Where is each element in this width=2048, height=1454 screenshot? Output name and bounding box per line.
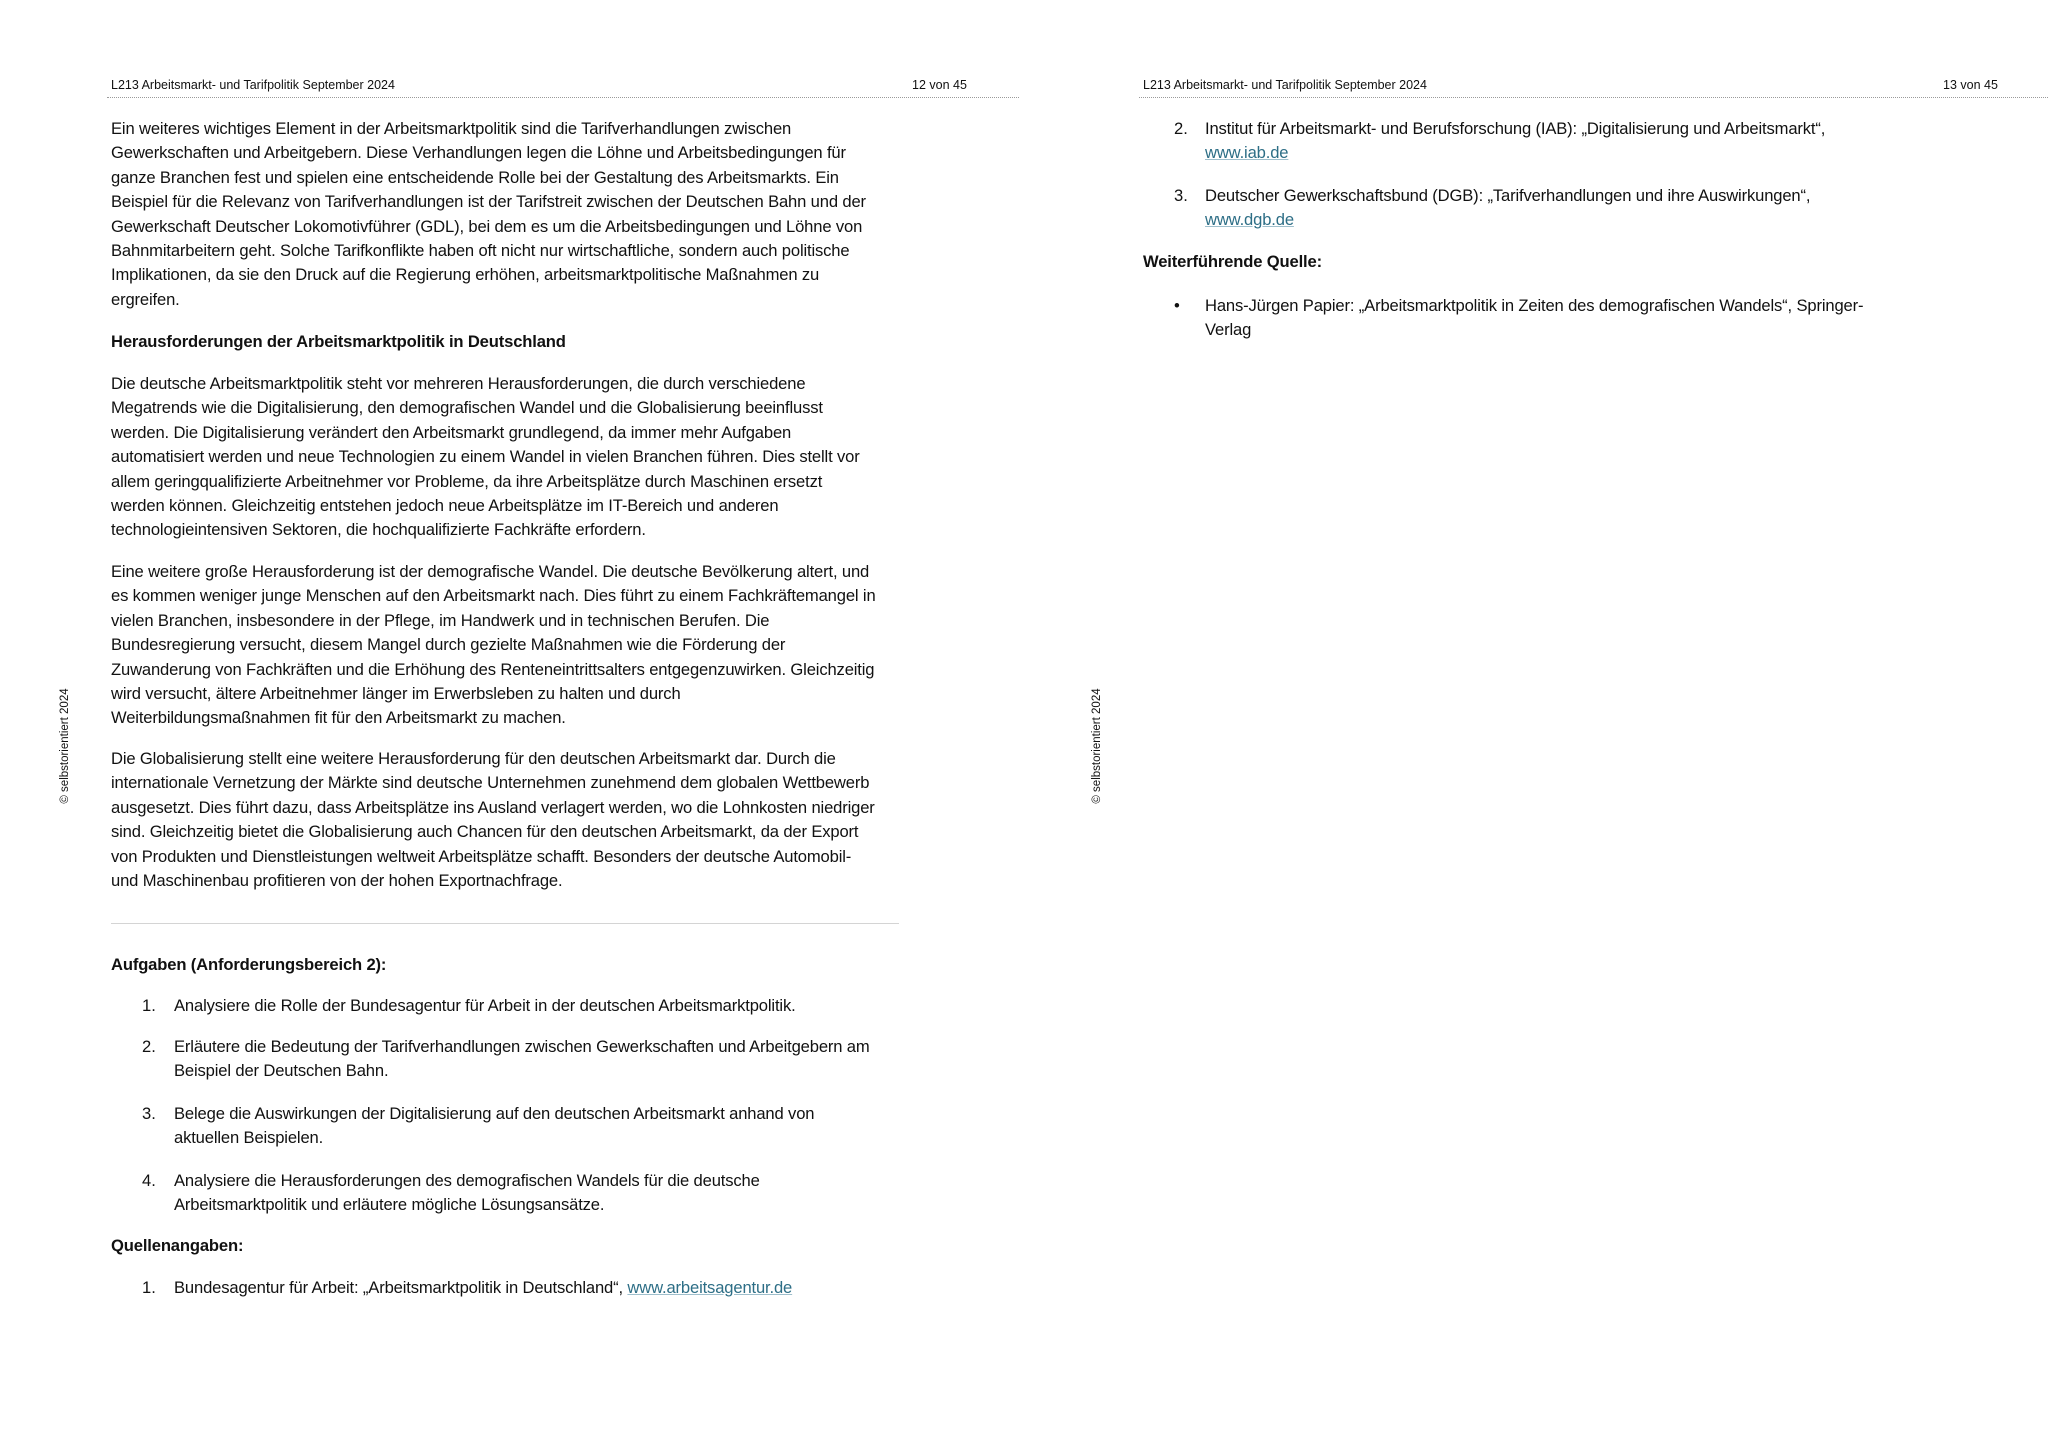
side-copyright: © selbstorientiert 2024 [1091, 688, 1103, 804]
text-line: ergreifen. [111, 289, 180, 309]
text-line: Bundesregierung versucht, diesem Mangel durch gezielte Maßnahmen wie die Förderung der [111, 635, 786, 655]
source-link[interactable]: www.arbeitsagentur.de [627, 1278, 793, 1297]
source-line [174, 1276, 792, 1300]
page-number: 12 von 45 [912, 78, 967, 92]
side-copyright: © selbstorientiert 2024 [59, 688, 71, 804]
text-line: internationale Vernetzung der Märkte sind deutsche Unternehmen zunehmend dem globalen Wettbewerb [111, 773, 870, 793]
source-text: Bundesagentur für Arbeit: „Arbeitsmarktpolitik in Deutschland“, [174, 1278, 628, 1297]
header-title: L213 Arbeitsmarkt- und Tarifpolitik September 2024 [1143, 78, 1427, 92]
task-text: Belege die Auswirkungen der Digitalisierung auf den deutschen Arbeitsmarkt anhand von [174, 1104, 815, 1123]
source-number: 2. [1174, 119, 1188, 138]
source-link[interactable]: www.iab.de [1205, 143, 1289, 163]
side-copyright-wrap [1022, 688, 1172, 804]
paragraph-tarifverhandlungen [111, 117, 866, 312]
text-line: vielen Branchen, insbesondere in der Pflege, im Handwerk und in technischen Berufen. Die [111, 610, 770, 630]
text-line: Gewerkschaft Deutscher Lokomotivführer (GDL), bei dem es um die Arbeitsbedingungen und Löhne von [111, 216, 863, 236]
page-number: 13 von 45 [1943, 78, 1998, 92]
further-source-text: Hans-Jürgen Papier: „Arbeitsmarktpolitik in Zeiten des demografischen Wandels“, Springer- [1205, 296, 1864, 315]
text-line: Ein weiteres wichtiges Element in der Arbeitsmarktpolitik sind die Tarifverhandlungen zwischen [111, 119, 792, 138]
header-title: L213 Arbeitsmarkt- und Tarifpolitik September 2024 [111, 78, 395, 92]
task-text: Analysiere die Herausforderungen des demografischen Wandels für die deutsche [174, 1171, 760, 1190]
text-line: technologieintensiven Sektoren, die hochqualifizierte Fachkräfte erfordern. [111, 520, 646, 540]
text-line: von Produkten und Dienstleistungen weltweit Arbeitsplätze schafft. Besonders der deutsche Automobil- [111, 846, 852, 866]
text-line: Weiterbildungsmaßnahmen fit für den Arbeitsmarkt zu machen. [111, 708, 566, 728]
source-text: Deutscher Gewerkschaftsbund (DGB): „Tarifverhandlungen und ihre Auswirkungen“, [1205, 186, 1811, 205]
task-text: Beispiel der Deutschen Bahn. [174, 1061, 389, 1081]
text-line: werden können. Gleichzeitig entstehen jedoch neue Arbeitsplätze im IT-Bereich und anderen [111, 496, 779, 516]
text-line: ausgesetzt. Dies führt dazu, dass Arbeitsplätze ins Ausland verlagert werden, wo die Lohnkosten niedriger [111, 797, 875, 817]
text-line: Beispiel für die Relevanz von Tarifverhandlungen ist der Tarifstreit zwischen der Deutschen Bahn und der [111, 192, 866, 212]
text-line: Implikationen, da sie den Druck auf die Regierung erhöhen, arbeitsmarktpolitische Maßnahmen zu [111, 265, 820, 285]
task-text: aktuellen Beispielen. [174, 1128, 324, 1148]
text-line: automatisiert werden und neue Technologien zu einem Wandel in vielen Branchen führen. Dies stellt vor [111, 447, 860, 467]
paragraph-demografie [111, 560, 876, 731]
text-line: Die deutsche Arbeitsmarktpolitik steht vor mehreren Herausforderungen, die durch verschiedene [111, 374, 806, 393]
text-line: ganze Branchen fest und spielen eine entscheidende Rolle bei der Gestaltung des Arbeitsmarkts. Ein [111, 167, 839, 187]
source-number: 3. [1174, 186, 1188, 205]
header-rule [1139, 97, 2048, 98]
header-rule [107, 97, 1019, 98]
further-source-text: Verlag [1205, 320, 1252, 340]
paragraph-digitalisierung [111, 372, 860, 543]
section-heading: Herausforderungen der Arbeitsmarktpolitik in Deutschland [111, 332, 566, 351]
task-text: Arbeitsmarktpolitik und erläutere mögliche Lösungsansätze. [174, 1195, 605, 1215]
source-link[interactable]: www.dgb.de [1205, 210, 1294, 230]
horizontal-divider [111, 923, 899, 924]
tasks-heading: Aufgaben (Anforderungsbereich 2): [111, 955, 387, 974]
task-text: Erläutere die Bedeutung der Tarifverhandlungen zwischen Gewerkschaften und Arbeitgebern am [174, 1037, 870, 1056]
text-line: Megatrends wie die Digitalisierung, den demografischen Wandel und die Globalisierung beeinflusst [111, 398, 823, 418]
task-text: Analysiere die Rolle der Bundesagentur für Arbeit in der deutschen Arbeitsmarktpolitik. [174, 996, 796, 1015]
task-number: 1. [142, 996, 156, 1015]
text-line: und Maschinenbau profitieren von der hohen Exportnachfrage. [111, 871, 563, 891]
text-line: Zuwanderung von Fachkräften und die Erhöhung des Renteneintrittsalters entgegenzuwirken. Gleichzeitig [111, 659, 875, 679]
task-number: 2. [142, 1037, 156, 1056]
sources-heading: Quellenangaben: [111, 1236, 244, 1255]
text-line: Eine weitere große Herausforderung ist der demografische Wandel. Die deutsche Bevölkerung altert, und [111, 562, 870, 581]
source-text: Institut für Arbeitsmarkt- und Berufsforschung (IAB): „Digitalisierung und Arbeitsmarkt“, [1205, 119, 1826, 138]
task-number: 3. [142, 1104, 156, 1123]
text-line: werden. Die Digitalisierung verändert den Arbeitsmarkt grundlegend, da immer mehr Aufgaben [111, 422, 792, 442]
text-line: wird versucht, ältere Arbeitnehmer länger im Erwerbsleben zu halten und durch [111, 684, 681, 704]
text-line: Die Globalisierung stellt eine weitere Herausforderung für den deutschen Arbeitsmarkt dar. Durch die [111, 749, 836, 768]
paragraph-globalisierung [111, 747, 875, 893]
text-line: es kommen weniger junge Menschen auf den Arbeitsmarkt nach. Dies führt zu einem Fachkräftemangel in [111, 586, 876, 606]
text-line: Bahnmitarbeitern geht. Solche Tarifkonflikte haben oft nicht nur wirtschaftliche, sondern auch politische [111, 241, 850, 261]
text-line: sind. Gleichzeitig bietet die Globalisierung auch Chancen für den deutschen Arbeitsmarkt, da der Export [111, 822, 859, 842]
task-number: 4. [142, 1171, 156, 1190]
further-source-heading: Weiterführende Quelle: [1143, 252, 1322, 271]
bullet-icon: • [1174, 296, 1180, 315]
source-number: 1. [142, 1278, 156, 1297]
text-line: allem geringqualifizierte Arbeitnehmer vor Probleme, da ihre Arbeitsplätze durch Maschinen ersetzt [111, 471, 823, 491]
text-line: Gewerkschaften und Arbeitgebern. Diese Verhandlungen legen die Löhne und Arbeitsbedingungen für [111, 143, 846, 163]
